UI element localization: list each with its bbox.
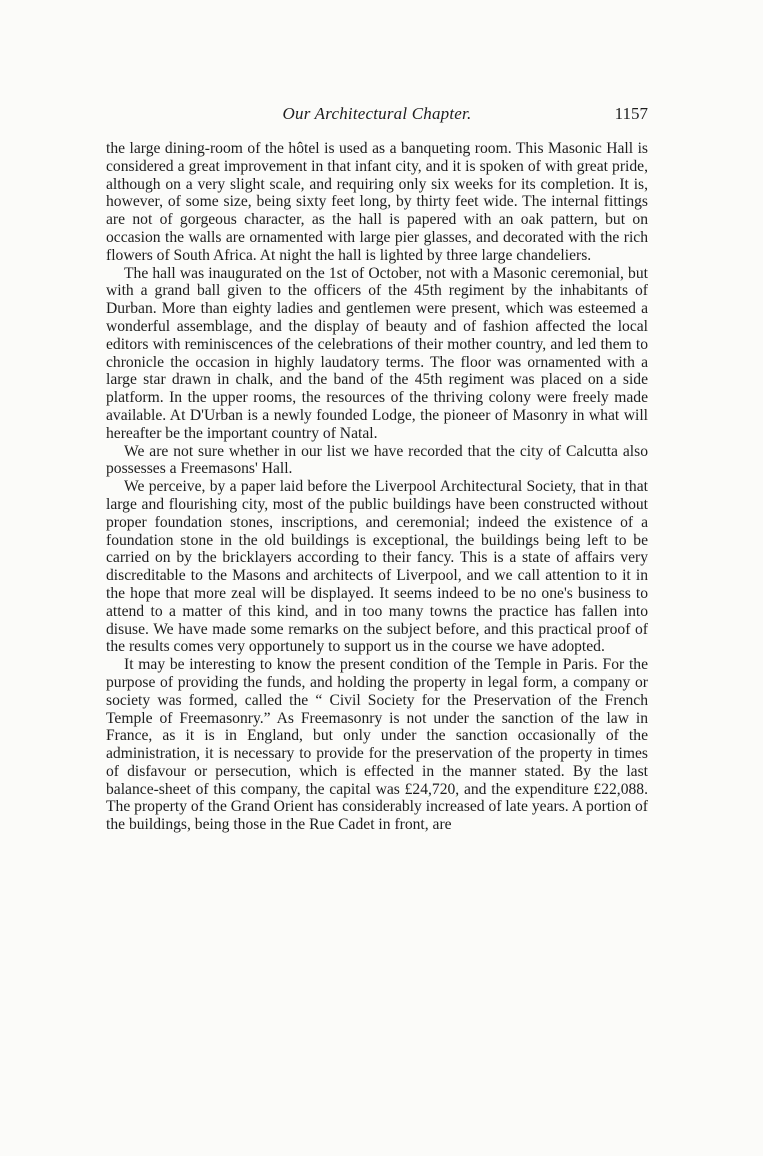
page-number: 1157 xyxy=(614,104,648,123)
paragraph-5: It may be interesting to know the present condition of the Temple in Paris. For the purpose of providing the funds, and holding the property in legal form, a company or society was formed, called the “ Civil Society for the Preservation of the French Temple of Freemasonry.” As Freemasonry is not under the sanction of the law in France, as it is in England, but only under the sanction occasionally of the administration, it is necessary to provide for the preservation of the property in times of disfavour or persecution, which is effected in the manner stated. By the last balance-sheet of this company, the capital was £24,720, and the expenditure £22,088. The property of the Grand Orient has considerably increased of late years. A portion of the buildings, being those in the Rue Cadet in front, are xyxy=(106,656,648,834)
running-header xyxy=(106,104,648,128)
body-text xyxy=(106,140,648,834)
paragraph-2: The hall was inaugurated on the 1st of October, not with a Masonic ceremonial, but with a grand ball given to the officers of the 45th regiment by the inhabitants of Durban. More than eighty ladies and gentlemen were present, which was esteemed a wonderful assemblage, and the display of beauty and of fashion affected the local editors with reminiscences of the celebrations of their mother country, and led them to chronicle the occasion in highly laudatory terms. The floor was ornamented with a large star drawn in chalk, and the band of the 45th regiment was placed on a side platform. In the upper rooms, the resources of the thriving colony were freely made available. At D'Urban is a newly founded Lodge, the pioneer of Masonry in what will hereafter be the important country of Natal. xyxy=(106,264,648,442)
running-title: Our Architectural Chapter. xyxy=(282,104,472,123)
paragraph-1: the large dining-room of the hôtel is used as a banqueting room. This Masonic Hall is considered a great improvement in that infant city, and it is spoken of with great pride, although on a very slight scale, and requiring only six weeks for its completion. It is, however, of some size, being sixty feet long, by thirty feet wide. The internal fittings are not of gorgeous character, as the hall is papered with an oak pattern, but on occasion the walls are ornamented with large pier glasses, and decorated with the rich flowers of South Africa. At night the hall is lighted by three large chandeliers. xyxy=(106,140,648,264)
paragraph-4: We perceive, by a paper laid before the Liverpool Architectural Society, that in that large and flourishing city, most of the public buildings have been constructed without proper foundation stones, inscriptions, and ceremonial; indeed the existence of a foundation stone in the old buildings is exceptional, the buildings being left to be carried on by the bricklayers according to their fancy. This is a state of affairs very discreditable to the Masons and architects of Liverpool, and we call attention to it in the hope that more zeal will be displayed. It seems indeed to be no one's business to attend to a matter of this kind, and in too many towns the practice has fallen into disuse. We have made some remarks on the subject before, and this practical proof of the results comes very opportunely to support us in the course we have adopted. xyxy=(106,478,648,656)
paragraph-3: We are not sure whether in our list we have recorded that the city of Calcutta also possesses a Freemasons' Hall. xyxy=(106,442,648,478)
